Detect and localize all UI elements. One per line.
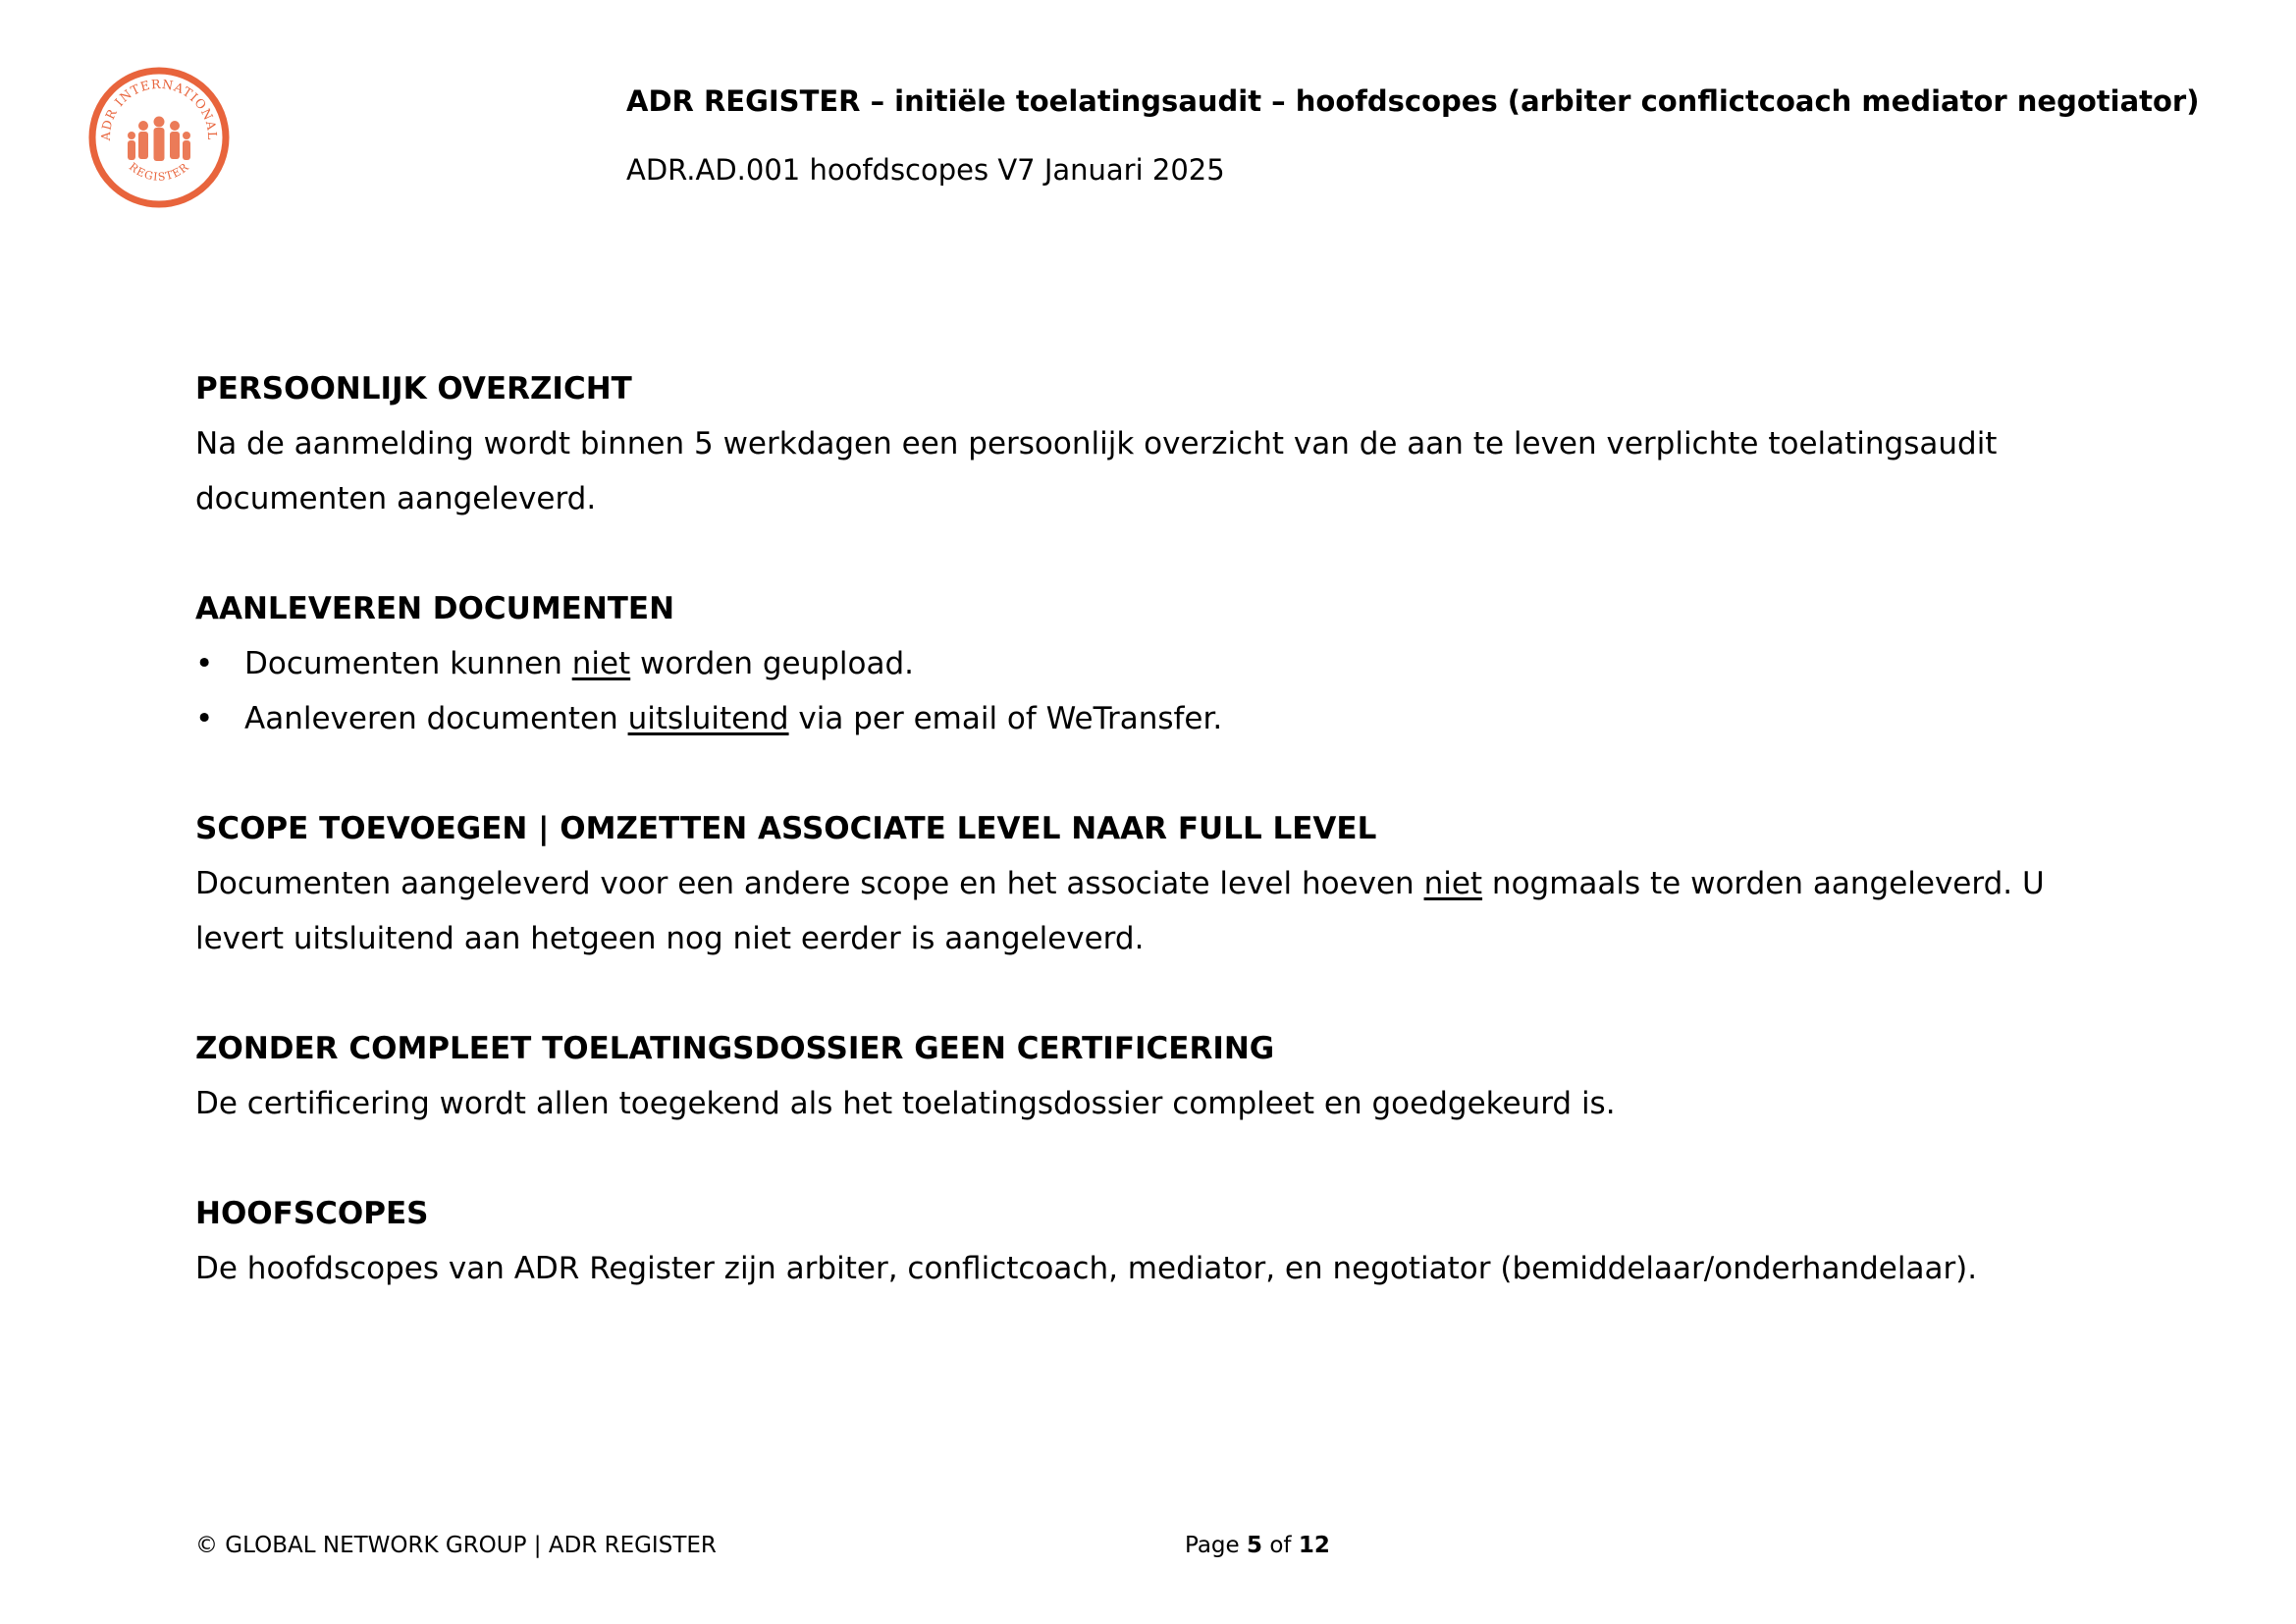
underlined-text: niet (571, 646, 631, 681)
page-total: 12 (1298, 1533, 1330, 1558)
list-item-text: Aanleveren documenten (244, 701, 628, 736)
section-paragraph: Na de aanmelding wordt binnen 5 werkdagen een persoonlijk overzicht van de aan te leven verplichte toelatingsaudit documenten aangeleverd. (195, 426, 1998, 516)
bullet-icon: • (195, 701, 214, 736)
list-item-text: worden geupload. (630, 646, 915, 681)
logo-seal-icon (86, 65, 232, 210)
section-paragraph: De hoofdscopes van ADR Register zijn arbiter, conflictcoach, mediator, en negotiator (bemiddelaar/onderhandelaar). (195, 1251, 1978, 1286)
page-of: of (1262, 1533, 1299, 1558)
section-persoonlijk-overzicht (195, 361, 2119, 526)
document-version: ADR.AD.001 hoofdscopes V7 Januari 2025 (626, 153, 1225, 187)
list-item (195, 691, 2119, 746)
bullet-icon: • (195, 646, 214, 681)
footer-copyright: © GLOBAL NETWORK GROUP | ADR REGISTER (195, 1533, 717, 1558)
list-item-text: Documenten kunnen (244, 646, 572, 681)
page-number (1185, 1533, 1330, 1558)
section-heading: ZONDER COMPLEET TOELATINGSDOSSIER GEEN CERTIFICERING (195, 1031, 1275, 1066)
paragraph-text: Documenten aangeleverd voor een andere scope en het associate level hoeven (195, 866, 1424, 901)
section-paragraph (195, 856, 2119, 966)
page-current: 5 (1247, 1533, 1263, 1558)
section-heading: SCOPE TOEVOEGEN | OMZETTEN ASSOCIATE LEVEL NAAR FULL LEVEL (195, 811, 1377, 846)
section-scope-toevoegen (195, 801, 2119, 966)
svg-text:REGISTER: REGISTER (126, 160, 192, 184)
section-zonder-compleet-dossier (195, 1021, 2119, 1131)
section-heading: HOOFSCOPES (195, 1196, 429, 1231)
underlined-text: uitsluitend (627, 701, 789, 736)
underlined-text: niet (1423, 866, 1483, 901)
page-prefix: Page (1185, 1533, 1247, 1558)
section-paragraph: De certificering wordt allen toegekend als het toelatingsdossier compleet en goedgekeurd is. (195, 1086, 1616, 1121)
paragraph-text: nogmaals te worden aangeleverd. U levert uitsluitend aan hetgeen nog niet eerder is aangeleverd. (195, 866, 2045, 956)
document-title: ADR REGISTER – initiële toelatingsaudit – hoofdscopes (arbiter conflictcoach mediator negotiator) (626, 84, 2200, 118)
section-heading: PERSOONLIJK OVERZICHT (195, 371, 632, 406)
svg-text:ADR INTERNATIONAL: ADR INTERNATIONAL (97, 76, 221, 141)
list-item (195, 636, 2119, 691)
section-aanleveren-documenten (195, 581, 2119, 746)
adr-international-logo (86, 65, 232, 210)
document-body (195, 361, 2119, 1351)
section-heading: AANLEVEREN DOCUMENTEN (195, 591, 675, 626)
bullet-list (195, 636, 2119, 746)
section-hoofscopes (195, 1186, 2119, 1296)
list-item-text: via per email of WeTransfer. (788, 701, 1223, 736)
